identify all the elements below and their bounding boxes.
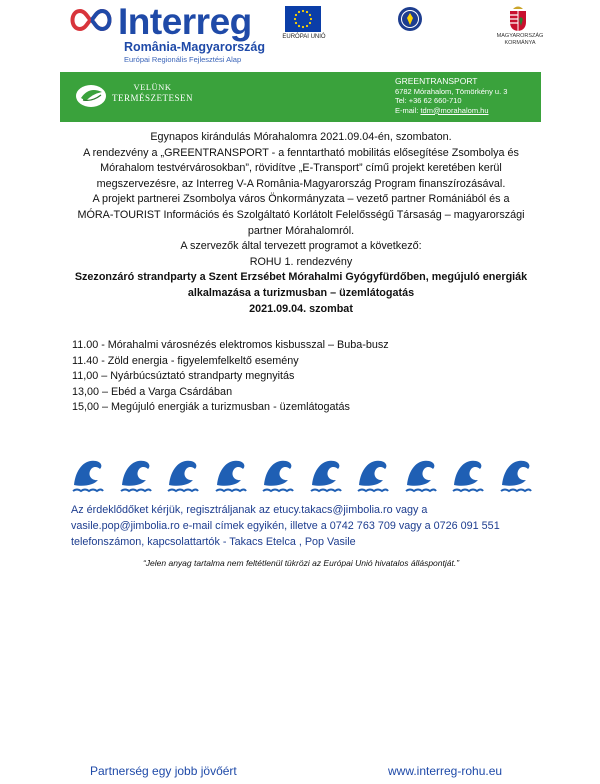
program-item: 11.40 - Zöld energia - figyelemfelkeltő esemény [72, 354, 299, 367]
note-line: vasile.pop@jimbolia.ro e-mail címek egyikén, illetve a 0742 763 709 vagy a 0726 091 551 [71, 519, 500, 532]
body-line: Mórahalom testvérvárosokban”, rövidítve „E-Transport” című projekt keretében kerül [100, 162, 502, 175]
interreg-subtitle: România-Magyarország [124, 40, 266, 54]
wave-icon [120, 455, 152, 493]
event-date: 2021.09.04. szombat [249, 302, 353, 315]
footer-slogan: Partnerség egy jobb jövőért [90, 764, 237, 778]
interreg-logo-text: Interreg [118, 1, 252, 42]
interreg-logo-icon [68, 7, 114, 33]
program-list [72, 338, 389, 416]
greentransport-banner [60, 72, 541, 122]
wave-icon [72, 455, 104, 493]
body-line: A szervezők által tervezett programot a következő: [180, 240, 422, 253]
eu-disclaimer: “Jelen anyag tartalma nem feltétlenül tükrözi az Európai Unió hivatalos álláspontját.” [142, 558, 460, 568]
contact-email-row: E-mail: tdm@morahalom.hu [395, 105, 489, 115]
eu-caption: EURÓPAI UNIÓ [282, 34, 326, 40]
wave-icon [500, 455, 532, 493]
registration-note [71, 503, 530, 550]
event-intro: Egynapos kirándulás Mórahalomra 2021.09.04-én, szombaton. [150, 131, 452, 143]
event-description [66, 130, 536, 317]
footer-website[interactable]: www.interreg-rohu.eu [388, 764, 503, 778]
romania-seal-icon [397, 6, 423, 32]
logo-row [0, 0, 600, 62]
program-item: 11,00 – Nyárbúcsúztató strandparty megnyitás [72, 370, 295, 383]
program-item: 11.00 - Mórahalmi városnézés elektromos kisbusszal – Buba-busz [72, 339, 389, 351]
eu-flag-icon [285, 6, 321, 32]
wave-icon [262, 455, 294, 493]
wave-icon [452, 455, 484, 493]
contact-phone: Tel: +36 62 660-710 [395, 96, 462, 105]
interreg-fund-label: Európai Regionális Fejlesztési Alap [124, 55, 242, 64]
note-line: Az érdeklődőket kérjük, regisztráljanak az etucy.takacs@jimbolia.ro vagy a [71, 504, 428, 516]
body-line: A projekt partnerei Zsombolya város Önkormányzata – vezető partner Romániából és a [92, 193, 510, 206]
wave-icon [310, 455, 342, 493]
note-line: telefonszámon, kapcsolattartók - Takacs Etelca , Pop Vasile [71, 535, 356, 548]
contact-name: GREENTRANSPORT [395, 76, 478, 86]
body-line: A rendezvény a „GREENTRANSPORT - a fenntartható mobilitás elősegítése Zsombolya és [83, 146, 519, 159]
leaf-logo-icon [74, 83, 108, 109]
event-code: ROHU 1. rendezvény [249, 255, 353, 268]
wave-icon [167, 455, 199, 493]
waves-row [72, 455, 532, 495]
wave-icon [215, 455, 247, 493]
body-line: partner Mórahalomról. [247, 224, 355, 237]
program-item: 15,00 – Megújuló energiák a turizmusban - üzemlátogatás [72, 401, 350, 414]
hungary-caption: MAGYARORSZÁG KORMÁNYA [496, 33, 544, 46]
wave-icon [405, 455, 437, 493]
event-title: alkalmazása a turizmusban – üzemlátogatás [187, 286, 415, 299]
program-item: 13,00 – Ebéd a Varga Csárdában [72, 385, 233, 398]
hungary-coat-of-arms-icon [509, 4, 527, 32]
banner-brand-area [60, 72, 193, 122]
body-line: megszervezésre, az Interreg V-A România-Magyarország Program finanszírozásával. [96, 177, 506, 190]
contact-block [395, 77, 507, 115]
contact-address: 6782 Mórahalom, Tömörkény u. 3 [395, 86, 508, 96]
body-line: MÓRA-TOURIST Információs és Szolgáltató Korlátolt Felelősségű Társaság – magyarországi [77, 208, 525, 221]
contact-email-link[interactable]: tdm@morahalom.hu [420, 105, 489, 115]
event-title: Szezonzáró strandparty a Szent Erzsébet Mórahalmi Gyógyfürdőben, megújuló energiák [74, 271, 528, 284]
wave-icon [357, 455, 389, 493]
banner-brand-text: VELÜNK TERMÉSZETESEN [112, 82, 193, 103]
